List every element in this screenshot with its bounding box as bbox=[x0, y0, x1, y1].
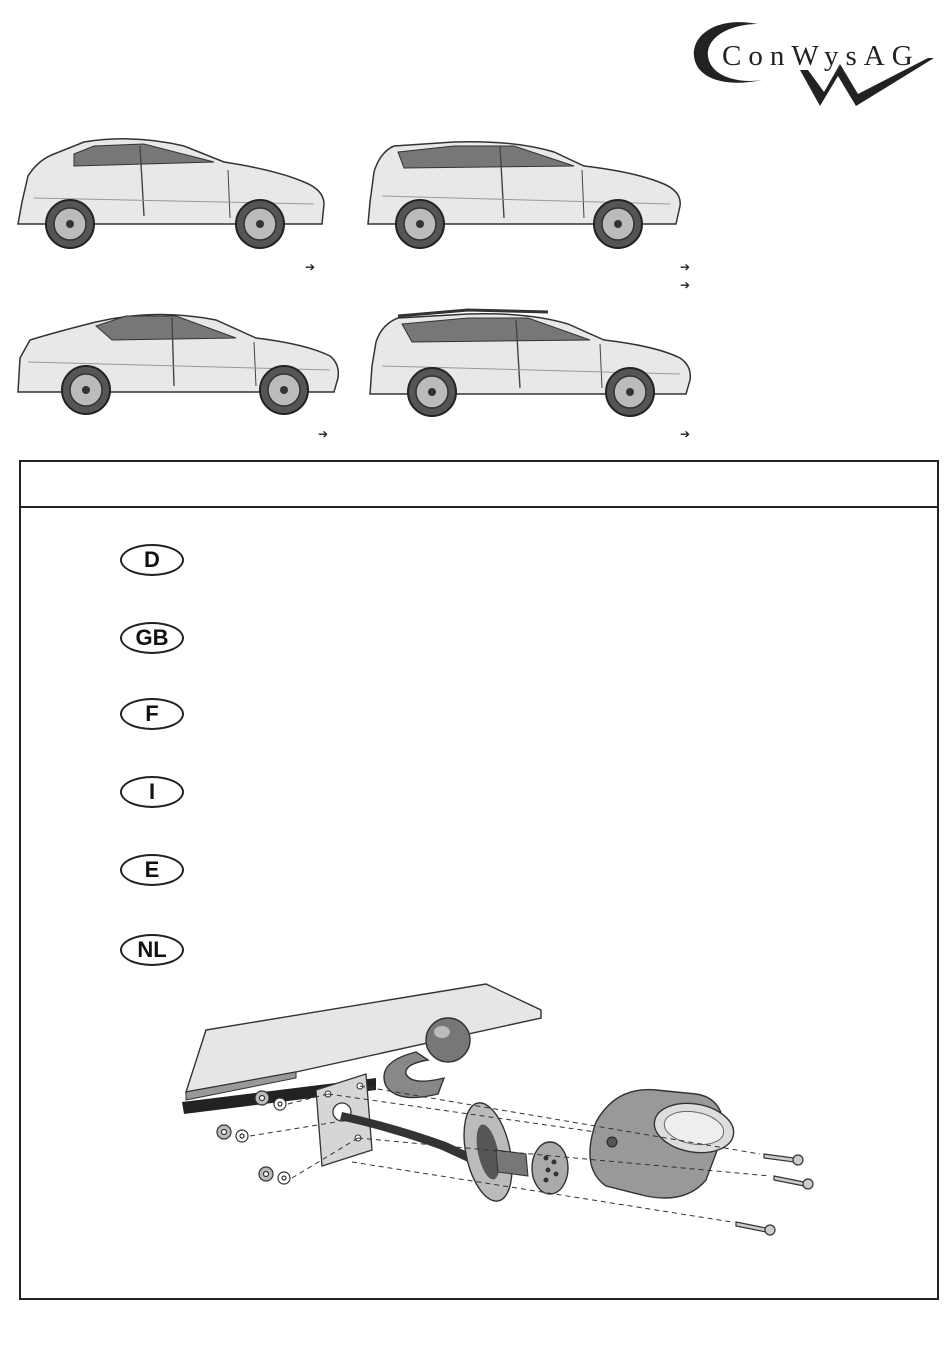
language-badge-d: D bbox=[120, 544, 184, 576]
tow-bar-socket-assembly-icon bbox=[176, 982, 816, 1292]
vehicle-estate-roof-rails-image bbox=[368, 302, 694, 418]
vehicle-3-arrow: ➔ bbox=[318, 427, 329, 441]
brand-name: ConWysAG bbox=[722, 40, 920, 72]
vehicle-4-arrow: ➔ bbox=[680, 427, 691, 441]
vehicle-2-arrow-second: ➔ bbox=[680, 278, 691, 292]
language-badge-e: E bbox=[120, 854, 184, 886]
language-badge-nl: NL bbox=[120, 934, 184, 966]
language-badge-gb: GB bbox=[120, 622, 184, 654]
instructions-panel bbox=[19, 460, 939, 1300]
language-badge-f: F bbox=[120, 698, 184, 730]
vehicle-sedan-image bbox=[16, 302, 342, 418]
vehicle-1-arrow: ➔ bbox=[305, 260, 316, 274]
instructions-panel-header bbox=[21, 462, 937, 508]
language-badge-i: I bbox=[120, 776, 184, 808]
vehicle-hatchback-image bbox=[14, 132, 336, 252]
vehicle-2-arrow: ➔ bbox=[680, 260, 691, 274]
vehicle-estate-image bbox=[364, 132, 688, 252]
brand-logo bbox=[688, 14, 940, 110]
